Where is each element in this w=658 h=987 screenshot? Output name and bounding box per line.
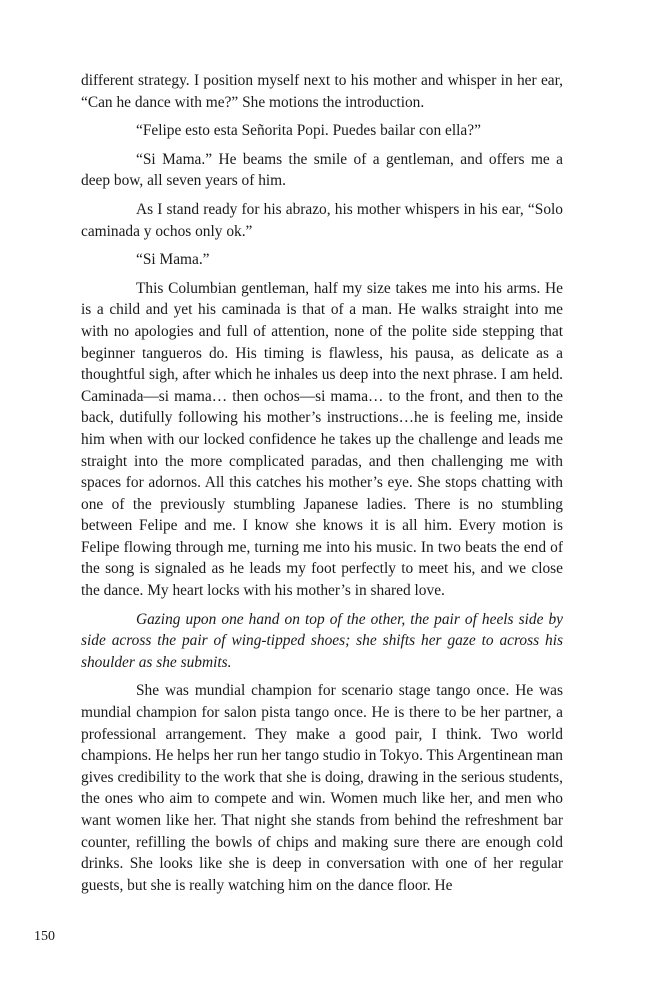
body-text (81, 70, 563, 903)
paragraph-7-italic: Gazing upon one hand on top of the other, the pair of heels side by side across the pair of wing-tipped shoes; she shifts her gaze to across his shoulder as she submits. (81, 610, 563, 671)
paragraph-2: “Felipe esto esta Señorita Popi. Puedes bailar con ella?” (136, 122, 481, 140)
paragraph-1: different strategy. I position myself next to his mother and whisper in her ear, “Can he dance with me?” She motions the introduction. (81, 72, 563, 111)
paragraph-3: “Si Mama.” He beams the smile of a gentleman, and offers me a deep bow, all seven years of him. (81, 150, 563, 190)
paragraph-8: She was mundial champion for scenario stage tango once. He was mundial champion for salon pista tango once. He is there to be her partner, a professional arrangement. They make a good pair, I think. Two world champions. He helps her run her tango studio in Tokyo. This Argentinean man gives credibility to the work that she is doing, drawing in the serious students, the ones who aim to compete and win. Women much like her, and men who want women like her. That night she stands from behind the refreshment bar counter, refilling the bowls of chips and making sure there are enough cold drinks. She looks like she is deep in conversation with one of her regular guests, but she is really watching him on the dance floor. He (81, 682, 563, 894)
paragraph-5: “Si Mama.” (136, 251, 210, 269)
page-number: 150 (34, 929, 55, 944)
paragraph-6: This Columbian gentleman, half my size takes me into his arms. He is a child and yet his caminada is that of a man. He walks straight into me with no apologies and full of attention, none of the polite side stepping that beginner tangueros do. His timing is flawless, his pausa, as delicate as a thoughtful sigh, after which he inhales us deep into the next phrase. I am held. Caminada—si mama… then ochos—si mama… to the front, and then to the back, dutifully following his mother’s instructions…he is feeling me, inside him when with our locked confidence he takes up the challenge and leads me straight into the more complicated paradas, and then challenging me with spaces for adornos. All this catches his mother’s eye. She stops chatting with one of the previously stumbling Japanese ladies. There is no stumbling between Felipe and me. I know she knows it is all him. Every motion is Felipe flowing through me, turning me into his music. In two beats the end of the song is signaled as he leads my foot perfectly to meet his, and we close the dance. My heart locks with his mother’s in shared love. (81, 279, 563, 600)
paragraph-4: As I stand ready for his abrazo, his mother whispers in his ear, “Solo caminada y ochos only ok.” (81, 200, 563, 240)
